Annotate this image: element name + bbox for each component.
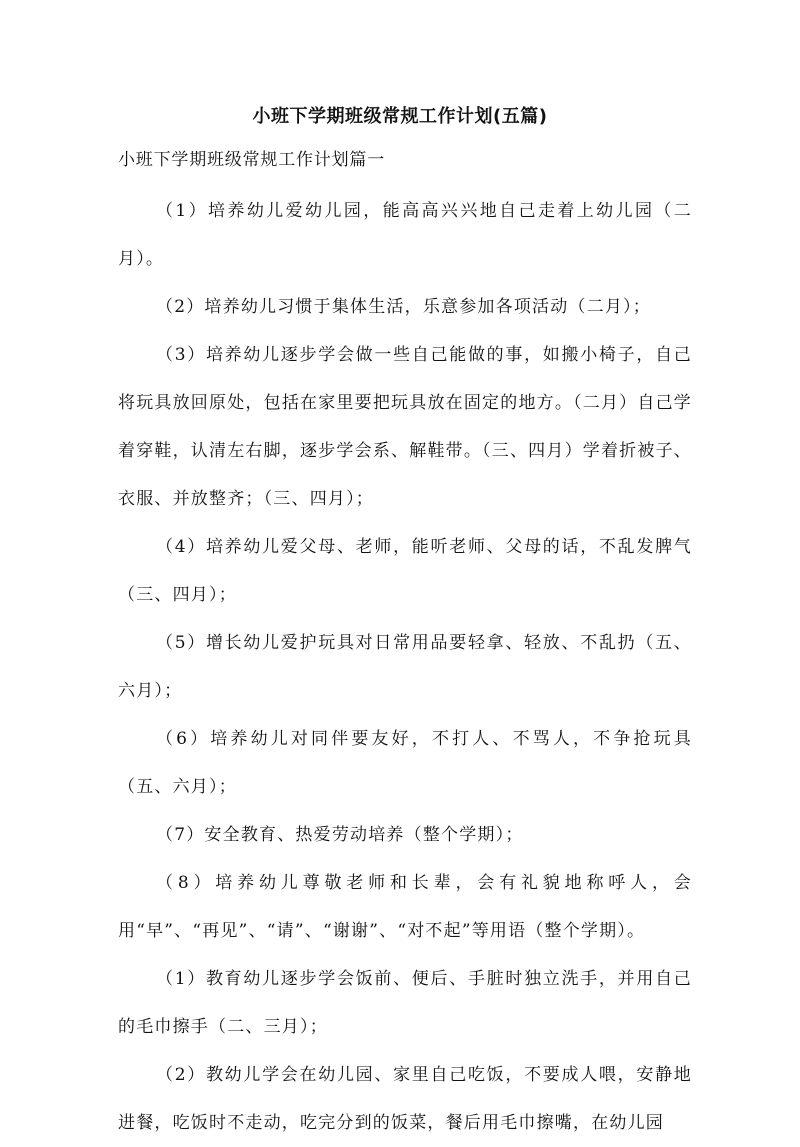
document-title: 小班下学期班级常规工作计划(五篇) <box>252 106 548 127</box>
paragraph-item: （1）教育幼儿逐步学会饭前、便后、手脏时独立洗手，并用自己的毛巾擦手（二、三月）； <box>118 969 692 1037</box>
paragraph-item: （6）培养幼儿对同伴要友好，不打人、不骂人，不争抢玩具（五、六月）； <box>118 729 692 797</box>
paragraph-item: （2）教幼儿学会在幼儿园、家里自己吃饭，不要成人喂，安静地进餐，吃饭时不走动，吃完分到的饭菜，餐后用毛巾擦嘴，在幼儿园 <box>118 1065 692 1133</box>
paragraph-item: （7）安全教育、热爱劳动培养（整个学期）； <box>156 825 524 845</box>
paragraph-item: （2）培养幼儿习惯于集体生活，乐意参加各项活动（二月）； <box>156 297 651 317</box>
paragraph-item: （3）培养幼儿逐步学会做一些自己能做的事，如搬小椅子，自己将玩具放回原处，包括在家里要把玩具放在固定的地方。（二月）自己学着穿鞋，认清左右脚，逐步学会系、解鞋带。（三、四月）学着折被子、衣服、并放整齐；（三、四月）； <box>118 345 692 509</box>
section-heading: 小班下学期班级常规工作计划篇一 <box>118 150 385 170</box>
paragraph-item: （5）增长幼儿爱护玩具对日常用品要轻拿、轻放、不乱扔（五、六月）； <box>118 633 692 701</box>
paragraph-item: （1）培养幼儿爱幼儿园，能高高兴兴地自己走着上幼儿园（二月）。 <box>118 201 692 269</box>
paragraph-item: （8）培养幼儿尊敬老师和长辈，会有礼貌地称呼人，会用“早”、“再见”、“请”、“谢谢”、“对不起”等用语（整个学期）。 <box>118 873 692 941</box>
document-body <box>118 187 692 1147</box>
paragraph-item: （4）培养幼儿爱父母、老师，能听老师、父母的话，不乱发脾气（三、四月）； <box>118 537 692 605</box>
